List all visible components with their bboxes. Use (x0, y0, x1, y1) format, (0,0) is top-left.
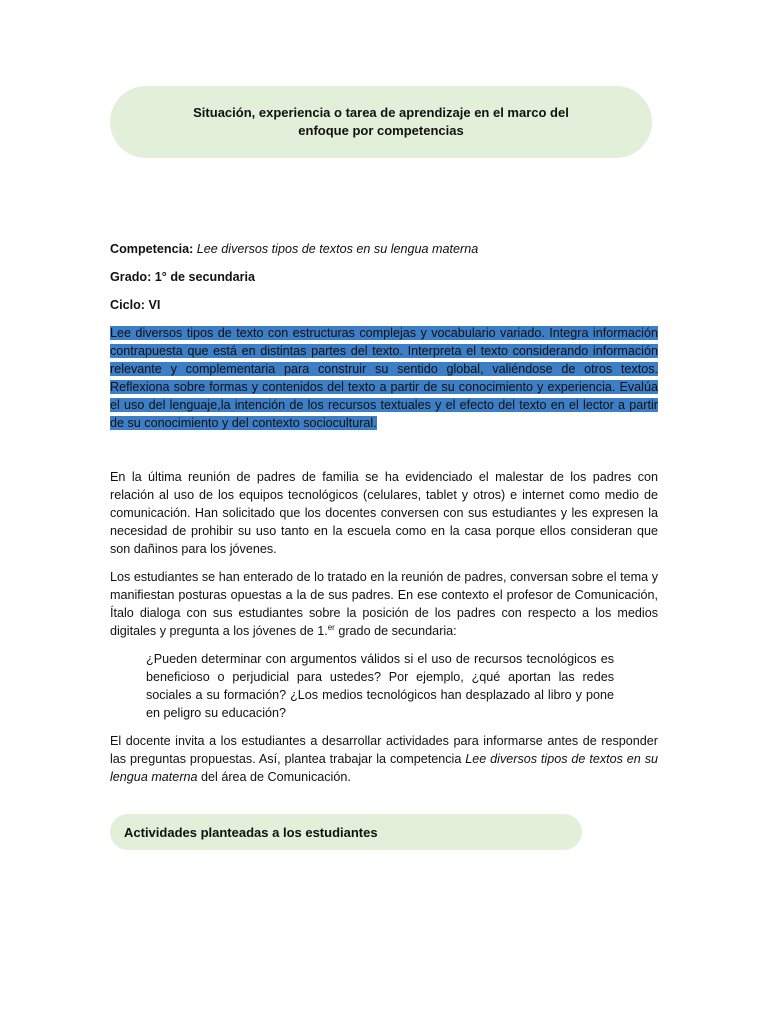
highlighted-description (110, 324, 658, 432)
competencia-value: Lee diversos tipos de textos en su lengua materna (196, 242, 479, 256)
activities-title: Actividades planteadas a los estudiantes (124, 824, 378, 840)
title-banner (110, 86, 652, 158)
paragraph-students-text: Los estudiantes se han enterado de lo tratado en la reunión de padres, conversan sobre el tema y manifiestan posturas opuestas a la de sus padres. En ese contexto el profesor de Comunicación, Ítalo dialoga con sus estudiantes sobre la posición de los padres con respecto a los medios digitales y pregunta a los jóvenes de 1. (110, 570, 658, 638)
highlighted-text: Lee diversos tipos de texto con estructuras complejas y vocabulario variado. Integra información contrapuesta que está en distintas partes del texto. Interpreta el texto considerando información relevante y complementaria para construir su sentido global, valiéndose de otros textos. Reflexiona sobre formas y contenidos del texto a partir de su conocimiento y experiencia. Evalúa el uso del lenguaje,la intención de los recursos textuales y el efecto del texto en el lector a partir de su conocimiento y del contexto sociocultural. (110, 326, 658, 430)
paragraph-invitation (110, 732, 658, 786)
paragraph-students-end: grado de secundaria: (334, 624, 457, 638)
competencia-line (110, 240, 658, 258)
page-title: Situación, experiencia o tarea de aprendizaje en el marco del enfoque por competencias (193, 105, 569, 138)
paragraph-invitation-text: El docente invita a los estudiantes a desarrollar actividades para informarse antes de responder las preguntas propuestas. Así, plantea trabajar la competencia (110, 734, 658, 766)
ordinal-superscript: er (327, 622, 335, 632)
paragraph-invitation-end: del área de Comunicación. (197, 770, 351, 784)
ciclo-line: Ciclo: VI (110, 298, 161, 312)
paragraph-context: En la última reunión de padres de familia se ha evidenciado el malestar de los padres con relación al uso de los equipos tecnológicos (celulares, tablet y otros) e internet como medio de comunicación. Han solicitado que los docentes conversen con sus estudiantes y les expresen la necesidad de prohibir su uso tanto en la escuela como en la casa porque ellos consideran que son dañinos para los jóvenes. (110, 470, 658, 556)
competencia-label: Competencia: (110, 242, 197, 256)
activities-banner (110, 814, 582, 850)
grado-line: Grado: 1° de secundaria (110, 270, 256, 284)
competencia-italic: Lee diversos tipos de textos en su lengua materna (110, 752, 658, 784)
paragraph-students (110, 568, 658, 640)
question-quote: ¿Pueden determinar con argumentos válidos si el uso de recursos tecnológicos es beneficioso o perjudicial para ustedes? Por ejemplo, ¿qué aportan las redes sociales a su formación? ¿Los medios tecnológicos han desplazado al libro y pone en peligro su educación? (146, 652, 614, 720)
document-body (110, 240, 658, 796)
